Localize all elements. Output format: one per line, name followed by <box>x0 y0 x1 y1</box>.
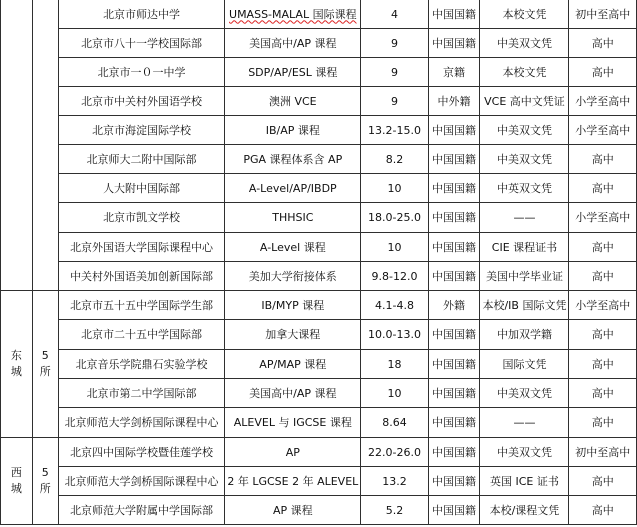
school-name-text: 北京市二十五中学国际部 <box>81 328 203 341</box>
grade-text: 高中 <box>591 503 614 517</box>
certificate-cell <box>480 496 569 525</box>
enrollment-text: 中国国籍 <box>432 328 477 341</box>
fee-cell <box>361 58 428 87</box>
table-row <box>1 29 637 58</box>
grade-cell <box>569 467 637 496</box>
course-cell <box>225 0 361 29</box>
school-name-text: 北京市一０一中学 <box>97 65 186 79</box>
certificate-cell <box>480 320 569 350</box>
school-count-cell <box>32 438 58 525</box>
fee-cell <box>361 116 428 145</box>
enrollment-text: 中国国籍 <box>432 474 477 488</box>
school-name-text: 北京师范大学剑桥国际课程中心 <box>64 474 219 488</box>
fee-text: 10 <box>387 386 402 400</box>
table-row <box>1 262 637 291</box>
grade-cell <box>569 320 637 350</box>
fee-text: 9 <box>390 94 398 108</box>
certificate-cell <box>480 174 569 203</box>
grade-text: 高中 <box>591 386 614 400</box>
course-text: UMASS-MALAL 国际课程 <box>229 7 357 21</box>
fee-text: 4.1-4.8 <box>374 298 414 312</box>
certificate-cell <box>480 233 569 262</box>
grade-cell <box>569 58 637 87</box>
fee-cell <box>361 233 428 262</box>
grade-text: 高中 <box>591 357 614 371</box>
grade-text: 高中 <box>591 269 614 283</box>
certificate-text: 中美双文凭 <box>496 152 552 166</box>
course-cell <box>225 438 361 467</box>
course-text: 美加大学衔接体系 <box>248 269 337 283</box>
course-cell <box>225 174 361 203</box>
enrollment-text: 外籍 <box>443 298 466 312</box>
table-row <box>1 145 637 174</box>
fee-text: 22.0-26.0 <box>367 445 421 459</box>
certificate-text: 本校/IB 国际文凭 <box>482 298 567 312</box>
school-name-text: 北京市中关村外国语学校 <box>81 94 203 108</box>
certificate-cell <box>480 467 569 496</box>
grade-cell <box>569 0 637 29</box>
course-text: IB/AP 课程 <box>265 123 320 137</box>
school-count-cell <box>32 291 58 438</box>
enrollment-text: 中国国籍 <box>432 7 477 21</box>
grade-text: 高中 <box>591 416 614 429</box>
school-name-cell <box>58 29 224 58</box>
certificate-text: —— <box>513 416 536 429</box>
course-text: PGA 课程体系含 AP <box>243 152 343 166</box>
table-row <box>1 203 637 233</box>
certificate-cell <box>480 116 569 145</box>
certificate-cell <box>480 145 569 174</box>
table-row <box>1 233 637 262</box>
grade-cell <box>569 496 637 525</box>
enrollment-text: 中国国籍 <box>432 152 477 166</box>
enrollment-cell <box>428 496 480 525</box>
fee-text: 8.2 <box>385 152 404 166</box>
school-name-cell <box>58 350 224 379</box>
school-count-label: 5所 <box>39 466 51 495</box>
enrollment-cell <box>428 203 480 233</box>
table-row <box>1 496 637 525</box>
enrollment-text: 中国国籍 <box>432 240 477 254</box>
fee-text: 18.0-25.0 <box>367 211 421 224</box>
course-cell <box>225 467 361 496</box>
grade-text: 高中 <box>591 36 614 50</box>
certificate-cell <box>480 87 569 116</box>
certificate-cell <box>480 408 569 438</box>
school-name-cell <box>58 233 224 262</box>
enrollment-cell <box>428 0 480 29</box>
course-cell <box>225 233 361 262</box>
school-count-label: 5所 <box>39 349 51 378</box>
school-name-text: 北京市海淀国际学校 <box>92 123 192 137</box>
school-name-text: 北京师范大学剑桥国际课程中心 <box>64 416 219 429</box>
grade-cell <box>569 116 637 145</box>
enrollment-text: 中国国籍 <box>432 269 477 283</box>
fee-text: 4 <box>390 7 398 21</box>
enrollment-cell <box>428 58 480 87</box>
course-cell <box>225 496 361 525</box>
fee-cell <box>361 408 428 438</box>
certificate-text: VCE 高中文凭证 <box>484 94 565 108</box>
course-cell <box>225 29 361 58</box>
grade-cell <box>569 291 637 320</box>
grade-cell <box>569 29 637 58</box>
course-text: AP <box>285 445 300 459</box>
fee-cell <box>361 145 428 174</box>
grade-text: 小学至高中 <box>575 298 631 312</box>
school-name-cell <box>58 262 224 291</box>
fee-text: 10.0-13.0 <box>367 328 421 341</box>
table-body <box>1 0 637 525</box>
enrollment-text: 中国国籍 <box>432 503 477 517</box>
enrollment-text: 中外籍 <box>437 94 471 108</box>
course-text: AP/MAP 课程 <box>259 357 327 371</box>
course-text: AP 课程 <box>272 503 313 517</box>
certificate-cell <box>480 58 569 87</box>
course-text: 澳洲 VCE <box>268 94 317 108</box>
school-name-cell <box>58 116 224 145</box>
course-text: 美国高中/AP 课程 <box>249 36 337 50</box>
course-cell <box>225 408 361 438</box>
fee-cell <box>361 87 428 116</box>
certificate-text: 中美双文凭 <box>496 445 552 459</box>
grade-text: 初中至高中 <box>575 445 631 459</box>
enrollment-cell <box>428 87 480 116</box>
fee-text: 9.8-12.0 <box>371 269 418 283</box>
certificate-cell <box>480 262 569 291</box>
course-text: THHSIC <box>272 211 314 224</box>
school-name-text: 北京师大二附中国际部 <box>86 152 197 166</box>
school-name-cell <box>58 203 224 233</box>
school-name-text: 北京市八十一学校国际部 <box>81 36 203 50</box>
course-cell <box>225 58 361 87</box>
table-row <box>1 408 637 438</box>
enrollment-text: 中国国籍 <box>432 416 477 429</box>
certificate-text: 美国中学毕业证 <box>485 269 563 283</box>
enrollment-cell <box>428 233 480 262</box>
grade-text: 高中 <box>591 181 614 195</box>
fee-cell <box>361 262 428 291</box>
certificate-cell <box>480 291 569 320</box>
school-name-text: 人大附中国际部 <box>103 181 181 195</box>
certificate-text: 中美双文凭 <box>496 123 552 137</box>
fee-text: 13.2-15.0 <box>367 123 421 137</box>
enrollment-cell <box>428 379 480 408</box>
enrollment-cell <box>428 116 480 145</box>
school-name-cell <box>58 291 224 320</box>
school-name-cell <box>58 145 224 174</box>
table-row <box>1 58 637 87</box>
school-name-cell <box>58 408 224 438</box>
school-name-text: 北京市五十五中学国际学生部 <box>70 298 214 312</box>
certificate-text: —— <box>513 211 536 224</box>
table-row <box>1 291 637 320</box>
table-row <box>1 116 637 145</box>
enrollment-text: 中国国籍 <box>432 123 477 137</box>
grade-text: 初中至高中 <box>575 7 631 21</box>
district-cell <box>1 438 33 525</box>
school-name-text: 北京市凯文学校 <box>103 211 181 224</box>
course-text: IB/MYP 课程 <box>261 298 325 312</box>
course-cell <box>225 116 361 145</box>
certificate-text: 本校文凭 <box>502 65 547 79</box>
enrollment-text: 中国国籍 <box>432 445 477 459</box>
course-text: A-Level/AP/IBDP <box>248 181 337 195</box>
grade-text: 小学至高中 <box>575 211 631 224</box>
course-text: 美国高中/AP 课程 <box>249 386 337 400</box>
grade-cell <box>569 438 637 467</box>
table-row <box>1 379 637 408</box>
fee-cell <box>361 29 428 58</box>
school-name-text: 北京市第二中学国际部 <box>86 386 197 400</box>
grade-text: 高中 <box>591 474 614 488</box>
course-text: SDP/AP/ESL 课程 <box>248 65 338 79</box>
school-name-text: 北京外国语大学国际课程中心 <box>70 240 214 254</box>
table-row <box>1 438 637 467</box>
school-name-cell <box>58 87 224 116</box>
enrollment-text: 中国国籍 <box>432 211 477 224</box>
table-row <box>1 174 637 203</box>
course-cell <box>225 379 361 408</box>
enrollment-cell <box>428 350 480 379</box>
course-cell <box>225 87 361 116</box>
school-name-cell <box>58 496 224 525</box>
certificate-cell <box>480 203 569 233</box>
fee-text: 9 <box>390 36 398 50</box>
district-label: 西城 <box>10 466 22 495</box>
certificate-text: 中英双文凭 <box>496 181 552 195</box>
enrollment-cell <box>428 467 480 496</box>
fee-cell <box>361 438 428 467</box>
fee-cell <box>361 467 428 496</box>
enrollment-text: 中国国籍 <box>432 357 477 371</box>
certificate-cell <box>480 350 569 379</box>
district-cell <box>1 291 33 438</box>
fee-cell <box>361 174 428 203</box>
enrollment-text: 中国国籍 <box>432 181 477 195</box>
certificate-text: 本校文凭 <box>502 7 547 21</box>
enrollment-cell <box>428 320 480 350</box>
course-text: 2 年 LGCSE 2 年 ALEVEL <box>227 474 359 488</box>
fee-cell <box>361 291 428 320</box>
course-cell <box>225 262 361 291</box>
enrollment-cell <box>428 291 480 320</box>
table-row <box>1 350 637 379</box>
fee-cell <box>361 203 428 233</box>
grade-cell <box>569 262 637 291</box>
table-row <box>1 87 637 116</box>
enrollment-cell <box>428 438 480 467</box>
certificate-text: 英国 ICE 证书 <box>490 474 559 488</box>
fee-text: 18 <box>387 357 402 371</box>
course-cell <box>225 291 361 320</box>
enrollment-text: 中国国籍 <box>432 386 477 400</box>
grade-text: 高中 <box>591 65 614 79</box>
grade-cell <box>569 350 637 379</box>
course-cell <box>225 145 361 174</box>
enrollment-cell <box>428 408 480 438</box>
school-name-cell <box>58 174 224 203</box>
certificate-cell <box>480 0 569 29</box>
school-name-text: 北京师范大学附属中学国际部 <box>70 503 214 517</box>
fee-text: 5.2 <box>385 503 404 517</box>
certificate-cell <box>480 438 569 467</box>
school-name-cell <box>58 0 224 29</box>
grade-cell <box>569 408 637 438</box>
school-count-cell <box>32 0 58 291</box>
grade-text: 高中 <box>591 328 614 341</box>
fee-text: 9 <box>390 65 398 79</box>
course-cell <box>225 320 361 350</box>
fee-text: 10 <box>387 240 402 254</box>
grade-text: 高中 <box>591 152 614 166</box>
grade-cell <box>569 87 637 116</box>
fee-text: 10 <box>387 181 402 195</box>
school-name-text: 中关村外国语美加创新国际部 <box>70 269 214 283</box>
school-name-cell <box>58 379 224 408</box>
course-cell <box>225 350 361 379</box>
enrollment-cell <box>428 262 480 291</box>
table-row <box>1 467 637 496</box>
school-name-text: 北京四中国际学校暨佳莲学校 <box>70 445 214 459</box>
course-text: ALEVEL 与 IGCSE 课程 <box>233 416 352 429</box>
certificate-cell <box>480 29 569 58</box>
fee-cell <box>361 379 428 408</box>
enrollment-text: 京籍 <box>443 65 466 79</box>
grade-cell <box>569 379 637 408</box>
grade-cell <box>569 203 637 233</box>
enrollment-cell <box>428 145 480 174</box>
grade-text: 小学至高中 <box>575 123 631 137</box>
enrollment-cell <box>428 29 480 58</box>
fee-text: 13.2 <box>382 474 407 488</box>
enrollment-cell <box>428 174 480 203</box>
grade-text: 小学至高中 <box>575 94 631 108</box>
grade-cell <box>569 145 637 174</box>
school-name-cell <box>58 58 224 87</box>
fee-cell <box>361 320 428 350</box>
enrollment-text: 中国国籍 <box>432 36 477 50</box>
district-label: 东城 <box>10 349 22 378</box>
fee-cell <box>361 350 428 379</box>
table-row <box>1 0 637 29</box>
table-row <box>1 320 637 350</box>
certificate-text: 本校/课程文凭 <box>489 503 560 517</box>
course-text: A-Level 课程 <box>259 240 326 254</box>
course-text: 加拿大课程 <box>265 328 321 341</box>
certificate-text: 国际文凭 <box>502 357 547 371</box>
grade-cell <box>569 233 637 262</box>
certificate-text: CIE 课程证书 <box>491 240 558 254</box>
grade-text: 高中 <box>591 240 614 254</box>
school-name-text: 北京市师达中学 <box>103 7 181 21</box>
certificate-cell <box>480 379 569 408</box>
school-name-cell <box>58 320 224 350</box>
certificate-text: 中美双文凭 <box>496 386 552 400</box>
school-name-cell <box>58 438 224 467</box>
grade-cell <box>569 174 637 203</box>
school-name-cell <box>58 467 224 496</box>
course-cell <box>225 203 361 233</box>
school-name-text: 北京音乐学院鼎石实验学校 <box>75 357 208 371</box>
district-cell <box>1 0 33 291</box>
certificate-text: 中美双文凭 <box>496 36 552 50</box>
fee-cell <box>361 496 428 525</box>
certificate-text: 中加双学籍 <box>496 328 552 341</box>
fee-text: 8.64 <box>382 416 407 429</box>
fee-cell <box>361 0 428 29</box>
